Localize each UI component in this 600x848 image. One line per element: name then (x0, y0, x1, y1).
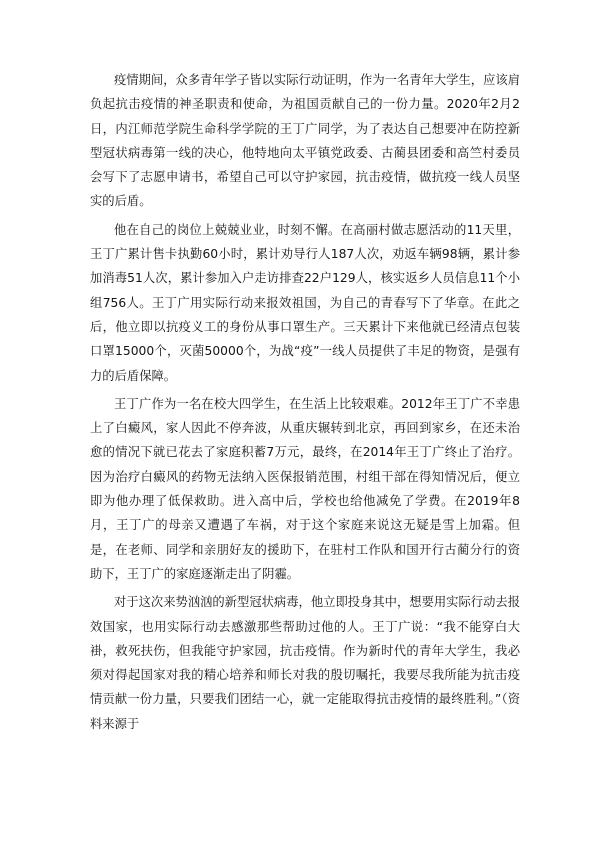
paragraph-volunteer-application: 疫情期间，众多青年学子皆以实际行动证明，作为一名青年大学生，应该肩负起抗击疫情的神圣职责和使命，为祖国贡献自己的一份力量。2020年2月2日，内江师范学院生命科学学院的王丁广同学，为了表达自己想要冲在防控新型冠状病毒第一线的决心，他特地向太平镇党政委、古蔺县团委和高竺村委员会写下了志愿申请书，希望自己可以守护家园，抗击疫情，做抗疫一线人员坚实的后盾。 (90, 73, 520, 209)
document-body (90, 68, 520, 740)
paragraph-quote: 对于这次来势汹汹的新型冠状病毒，他立即投身其中，想要用实际行动去报效国家，也用实际行动去感激那些帮助过他的人。王丁广说：“我不能穿白大褂，救死扶伤，但我能守护家园，抗击疫情。作为新时代的青年大学生，我必须对得起国家对我的精心培养和师长对我的殷切嘱托，我要尽我所能为抗击疫情贡献一份力量，只要我们团结一心，就一定能取得抗击疫情的最终胜利。”（资料来源于 (90, 595, 520, 731)
paragraph-volunteer-work: 他在自己的岗位上兢兢业业，时刻不懈。在高丽村做志愿活动的11天里，王丁广累计售卡执勤60小时，累计劝导行人187人次，劝返车辆98辆，累计参加消毒51人次，累计参加入户走访排查22户129人，核实返乡人员信息11个小组756人。王丁广用实际行动来报效祖国，为自己的青春写下了华章。在此之后，他立即以抗疫义工的身份从事口罩生产。三天累计下来他就已经清点包装口罩15000个，灭菌50000个，为战“疫”一线人员提供了丰足的物资，是强有力的后盾保障。 (90, 222, 520, 383)
paragraph-family-hardship: 王丁广作为一名在校大四学生，在生活上比较艰难。2012年王丁广不幸患上了白癜风，家人因此不停奔波，从重庆辗转到北京，再回到家乡，在还未治愈的情况下就已花去了家庭积蓄7万元，最终，在2014年王丁广终止了治疗。因为治疗白癜风的药物无法纳入医保报销范围，村组干部在得知情况后，便立即为他办理了低保救助。进入高中后，学校也给他减免了学费。在2019年8月，王丁广的母亲又遭遇了车祸，对于这个家庭来说这无疑是雪上加霜。但是，在老师、同学和亲朋好友的援助下，在驻村工作队和国开行古蔺分行的资助下，王丁广的家庭逐渐走出了阴霾。 (90, 396, 520, 581)
